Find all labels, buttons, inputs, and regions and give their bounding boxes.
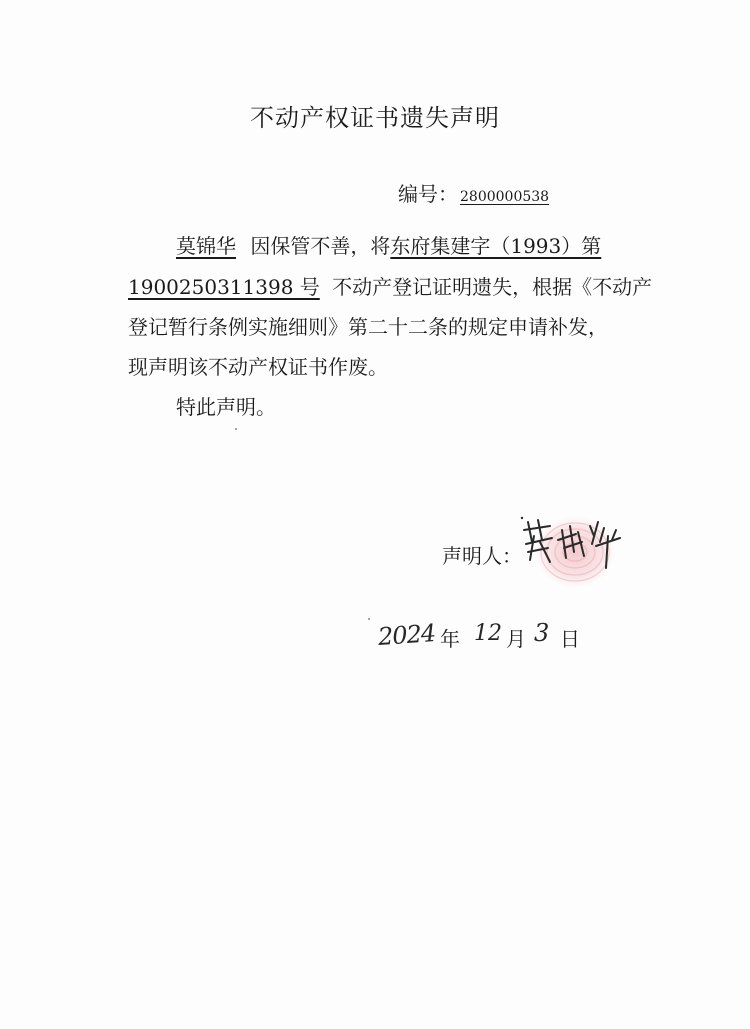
date-month-char: 月 [506, 627, 526, 651]
date-day-char: 日 [560, 627, 580, 651]
document-number [398, 178, 555, 207]
statement-line-1 [176, 232, 601, 260]
certificate-number: 1900250311398 号 [128, 275, 320, 299]
date-year-char: 年 [440, 627, 460, 651]
scan-speck [368, 618, 370, 620]
page-title: 不动产权证书遗失声明 [250, 104, 500, 132]
date-month: 12 [474, 621, 502, 646]
statement-line-1-text: 因保管不善，将 [250, 234, 391, 258]
date-year: 2024 [377, 619, 436, 651]
statement-line-2-text: 不动产登记证明遗失，根据《不动产 [332, 275, 653, 299]
closing-statement: 特此声明。 [176, 395, 276, 419]
document-number-value: 2800000538 [460, 189, 550, 205]
date-day: 3 [534, 619, 550, 647]
document-number-label: 编号： [398, 182, 458, 206]
declaration-date [378, 615, 598, 655]
statement-line-4: 现声明该不动产权证书作废。 [128, 355, 388, 379]
declarant-label: 声明人： [442, 544, 522, 568]
handwritten-signature [520, 512, 630, 572]
statement-line-2 [128, 273, 652, 301]
owner-name: 莫锦华 [176, 234, 236, 258]
scan-speck [235, 428, 237, 430]
certificate-prefix: 东府集建字（1993）第 [390, 234, 602, 258]
statement-line-3: 登记暂行条例实施细则》第二十二条的规定申请补发， [128, 315, 608, 339]
